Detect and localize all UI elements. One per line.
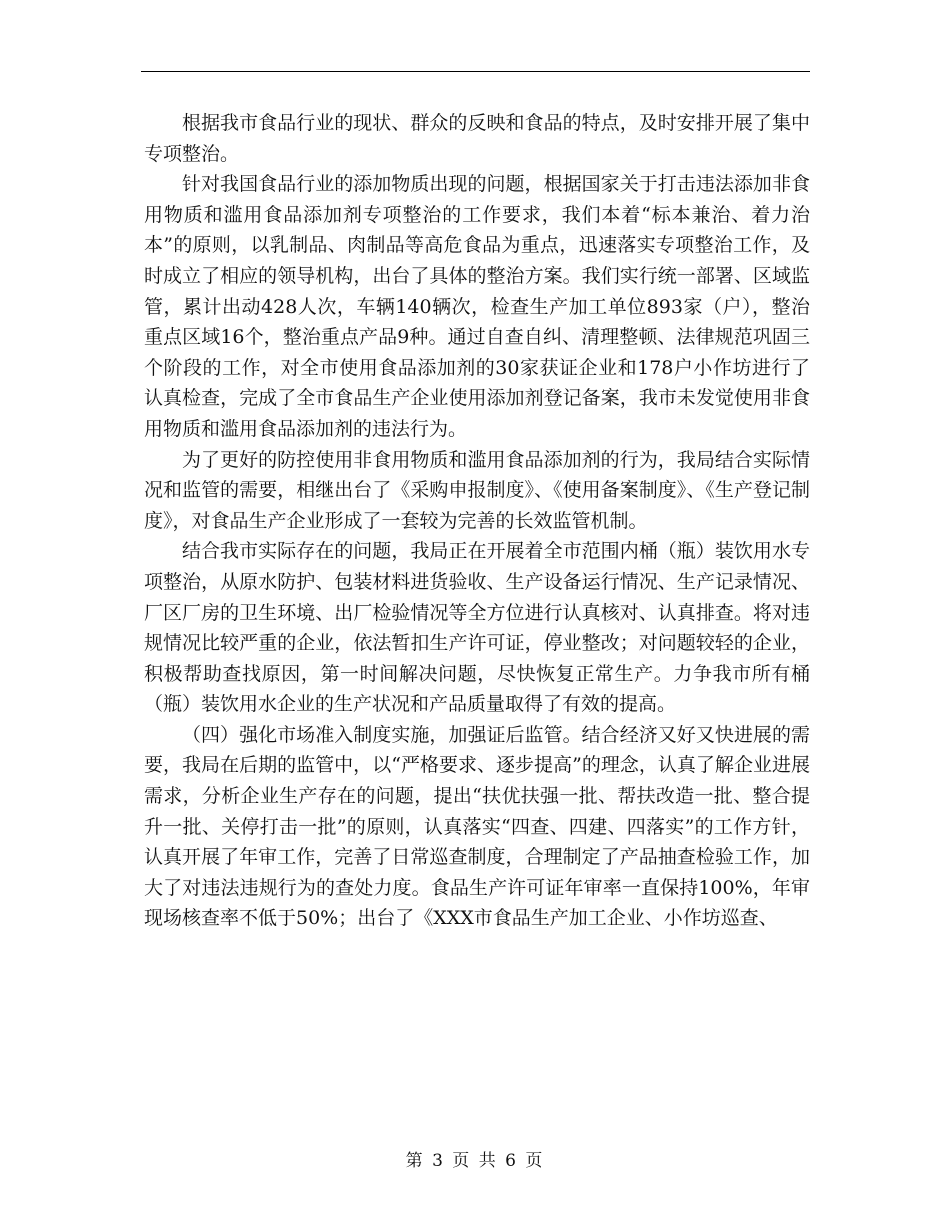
paragraph-1: 根据我市食品行业的现状、群众的反映和食品的特点，及时安排开展了集中专项整治。 <box>144 112 810 165</box>
paragraph-3: 为了更好的防控使用非食用物质和滥用食品添加剂的行为，我局结合实际情况和监管的需要，相继出台了《采购申报制度》、《使用备案制度》、《生产登记制度》，对食品生产企业形成了一套较为完善的长效监管机制。 <box>144 448 810 532</box>
paragraph-4: 结合我市实际存在的问题，我局正在开展着全市范围内桶（瓶）装饮用水专项整治，从原水防护、包装材料进货验收、生产设备运行情况、生产记录情况、厂区厂房的卫生环境、出厂检验情况等全方位进行认真核对、认真排查。将对违规情况比较严重的企业，依法暂扣生产许可证，停业整改；对问题较轻的企业，积极帮助查找原因，第一时间解决问题，尽快恢复正常生产。力争我市所有桶（瓶）装饮用水企业的生产状况和产品质量取得了有效的提高。 <box>144 540 810 716</box>
paragraph-2: 针对我国食品行业的添加物质出现的问题，根据国家关于打击违法添加非食用物质和滥用食品添加剂专项整治的工作要求，我们本着“标本兼治、着力治本”的原则，以乳制品、肉制品等高危食品为重点，迅速落实专项整治工作，及时成立了相应的领导机构，出台了具体的整治方案。我们实行统一部署、区域监管，累计出动428人次，车辆140辆次，检查生产加工单位893家（户），整治重点区域16个，整治重点产品9种。通过自查自纠、清理整顿、法律规范巩固三个阶段的工作，对全市使用食品添加剂的30家获证企业和178户小作坊进行了认真检查，完成了全市食品生产企业使用添加剂登记备案，我市未发觉使用非食用物质和滥用食品添加剂的违法行为。 <box>144 173 810 440</box>
paragraph-5: （四）强化市场准入制度实施，加强证后监管。结合经济又好又快进展的需要，我局在后期的监管中，以“严格要求、逐步提高”的理念，认真了解企业进展需求，分析企业生产存在的问题，提出“扶优扶强一批、帮扶改造一批、整合提升一批、关停打击一批”的原则，认真落实“四查、四建、四落实”的工作方针，认真开展了年审工作，完善了日常巡查制度，合理制定了产品抽查检验工作，加大了对违法违规行为的查处力度。食品生产许可证年审率一直保持100%，年审现场核查率不低于50%；出台了《XXX市食品生产加工企业、小作坊巡查、 <box>144 723 810 930</box>
header-rule <box>141 71 810 72</box>
page-number-footer: 第 3 页 共 6 页 <box>405 1151 545 1171</box>
document-body <box>144 108 810 934</box>
